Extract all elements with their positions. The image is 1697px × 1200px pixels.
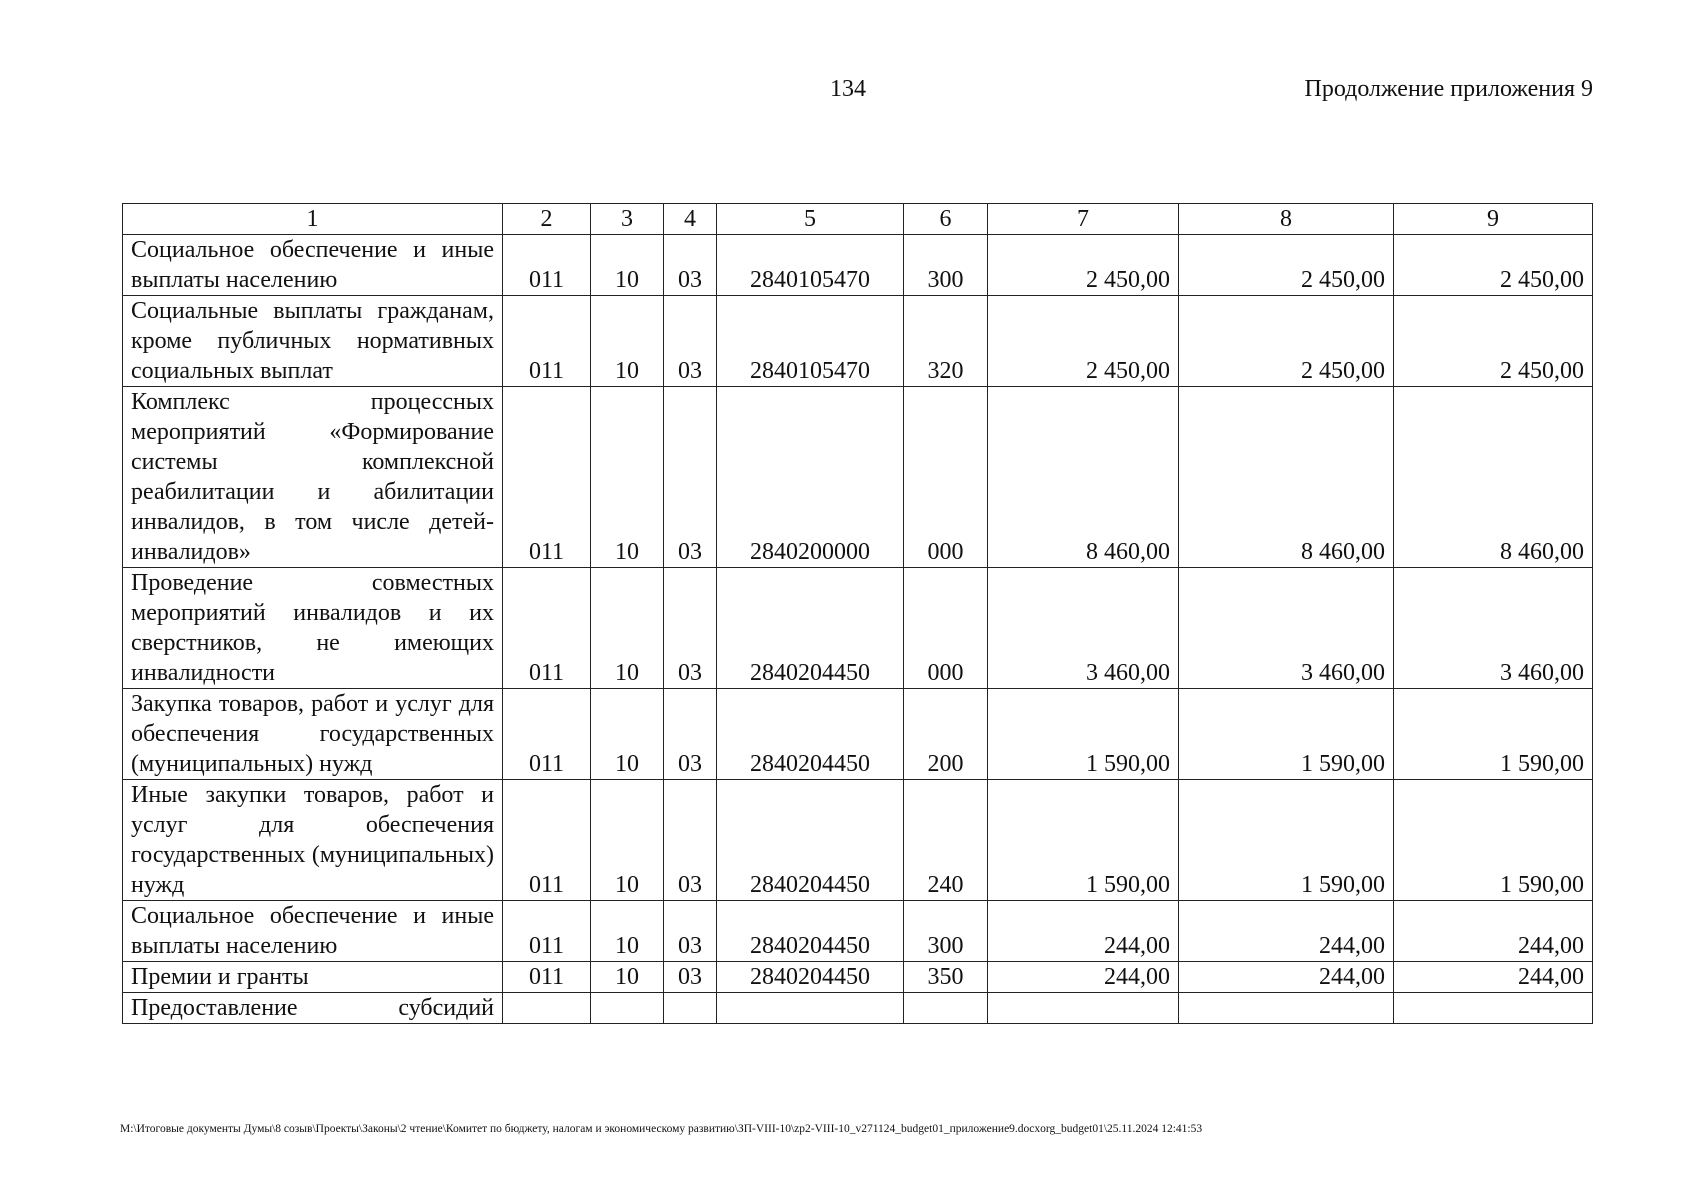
ministry-code: 011 (503, 962, 591, 993)
amount-col-9 (1394, 993, 1593, 1024)
section-code: 10 (591, 568, 664, 689)
column-header-9: 9 (1394, 204, 1593, 235)
table-row (123, 993, 1593, 1024)
target-article-code: 2840204450 (717, 689, 904, 780)
section-code: 10 (591, 901, 664, 962)
expense-type-code: 240 (904, 780, 988, 901)
section-code (591, 993, 664, 1024)
amount-col-7 (988, 993, 1179, 1024)
row-name: Иные закупки товаров, работ и услуг для обеспечения государственных (муниципальных) нужд (123, 780, 503, 901)
expense-type-code: 000 (904, 568, 988, 689)
table-row (123, 235, 1593, 296)
amount-col-8: 2 450,00 (1179, 296, 1394, 387)
amount-col-8: 2 450,00 (1179, 235, 1394, 296)
amount-col-9: 8 460,00 (1394, 387, 1593, 568)
subsection-code: 03 (664, 901, 717, 962)
amount-col-7: 2 450,00 (988, 235, 1179, 296)
row-name: Социальное обеспечение и иные выплаты населению (123, 235, 503, 296)
target-article-code: 2840200000 (717, 387, 904, 568)
subsection-code: 03 (664, 387, 717, 568)
section-code: 10 (591, 296, 664, 387)
ministry-code: 011 (503, 780, 591, 901)
ministry-code: 011 (503, 235, 591, 296)
amount-col-7: 2 450,00 (988, 296, 1179, 387)
amount-col-7: 1 590,00 (988, 780, 1179, 901)
expense-type-code (904, 993, 988, 1024)
table-row (123, 901, 1593, 962)
target-article-code: 2840105470 (717, 296, 904, 387)
row-name: Закупка товаров, работ и услуг для обеспечения государственных (муниципальных) нужд (123, 689, 503, 780)
table-row (123, 296, 1593, 387)
amount-col-7: 8 460,00 (988, 387, 1179, 568)
amount-col-8: 3 460,00 (1179, 568, 1394, 689)
table-header (123, 204, 1593, 235)
expense-type-code: 200 (904, 689, 988, 780)
expense-type-code: 300 (904, 901, 988, 962)
section-code: 10 (591, 235, 664, 296)
header-row (123, 204, 1593, 235)
amount-col-7: 244,00 (988, 901, 1179, 962)
ministry-code: 011 (503, 296, 591, 387)
amount-col-8 (1179, 993, 1394, 1024)
column-header-4: 4 (664, 204, 717, 235)
amount-col-8: 244,00 (1179, 962, 1394, 993)
subsection-code: 03 (664, 568, 717, 689)
expense-type-code: 320 (904, 296, 988, 387)
expense-type-code: 000 (904, 387, 988, 568)
amount-col-7: 3 460,00 (988, 568, 1179, 689)
budget-table (122, 203, 1593, 1024)
expense-type-code: 300 (904, 235, 988, 296)
row-name: Социальные выплаты гражданам, кроме публичных нормативных социальных выплат (123, 296, 503, 387)
footer-file-path: М:\Итоговые документы Думы\8 созыв\Проекты\Законы\2 чтение\Комитет по бюджету, налогам и экономическому развитию\ЗП-VIII-10\zp2-VIII-10_v271124_budget01_приложение9.docxorg_budget01\25.11.2024 12:41:53 (120, 1123, 1203, 1135)
target-article-code: 2840204450 (717, 780, 904, 901)
row-name: Комплекс процессных мероприятий «Формирование системы комплексной реабилитации и абилитации инвалидов, в том числе детей-инвалидов» (123, 387, 503, 568)
ministry-code: 011 (503, 689, 591, 780)
amount-col-7: 244,00 (988, 962, 1179, 993)
target-article-code: 2840204450 (717, 568, 904, 689)
ministry-code: 011 (503, 901, 591, 962)
row-name: Проведение совместных мероприятий инвалидов и их сверстников, не имеющих инвалидности (123, 568, 503, 689)
amount-col-8: 1 590,00 (1179, 689, 1394, 780)
amount-col-9: 1 590,00 (1394, 689, 1593, 780)
section-code: 10 (591, 689, 664, 780)
column-header-3: 3 (591, 204, 664, 235)
table-body (123, 235, 1593, 1024)
table-row (123, 962, 1593, 993)
column-header-6: 6 (904, 204, 988, 235)
column-header-8: 8 (1179, 204, 1394, 235)
target-article-code: 2840105470 (717, 235, 904, 296)
amount-col-9: 1 590,00 (1394, 780, 1593, 901)
section-code: 10 (591, 962, 664, 993)
amount-col-9: 244,00 (1394, 901, 1593, 962)
target-article-code: 2840204450 (717, 901, 904, 962)
subsection-code: 03 (664, 235, 717, 296)
table-row (123, 689, 1593, 780)
amount-col-9: 2 450,00 (1394, 235, 1593, 296)
amount-col-8: 1 590,00 (1179, 780, 1394, 901)
amount-col-9: 3 460,00 (1394, 568, 1593, 689)
row-name: Премии и гранты (123, 962, 503, 993)
section-code: 10 (591, 780, 664, 901)
table-row (123, 387, 1593, 568)
expense-type-code: 350 (904, 962, 988, 993)
subsection-code: 03 (664, 296, 717, 387)
target-article-code: 2840204450 (717, 962, 904, 993)
ministry-code (503, 993, 591, 1024)
section-code: 10 (591, 387, 664, 568)
subsection-code: 03 (664, 962, 717, 993)
ministry-code: 011 (503, 387, 591, 568)
subsection-code: 03 (664, 689, 717, 780)
table-row (123, 780, 1593, 901)
amount-col-8: 244,00 (1179, 901, 1394, 962)
column-header-5: 5 (717, 204, 904, 235)
subsection-code (664, 993, 717, 1024)
amount-col-9: 244,00 (1394, 962, 1593, 993)
column-header-1: 1 (123, 204, 503, 235)
amount-col-9: 2 450,00 (1394, 296, 1593, 387)
column-header-7: 7 (988, 204, 1179, 235)
appendix-title: Продолжение приложения 9 (1304, 76, 1593, 102)
subsection-code: 03 (664, 780, 717, 901)
row-name: Предоставление субсидий (123, 993, 503, 1024)
ministry-code: 011 (503, 568, 591, 689)
row-name: Социальное обеспечение и иные выплаты населению (123, 901, 503, 962)
amount-col-7: 1 590,00 (988, 689, 1179, 780)
column-header-2: 2 (503, 204, 591, 235)
page-number: 134 (830, 76, 866, 102)
target-article-code (717, 993, 904, 1024)
table-row (123, 568, 1593, 689)
amount-col-8: 8 460,00 (1179, 387, 1394, 568)
